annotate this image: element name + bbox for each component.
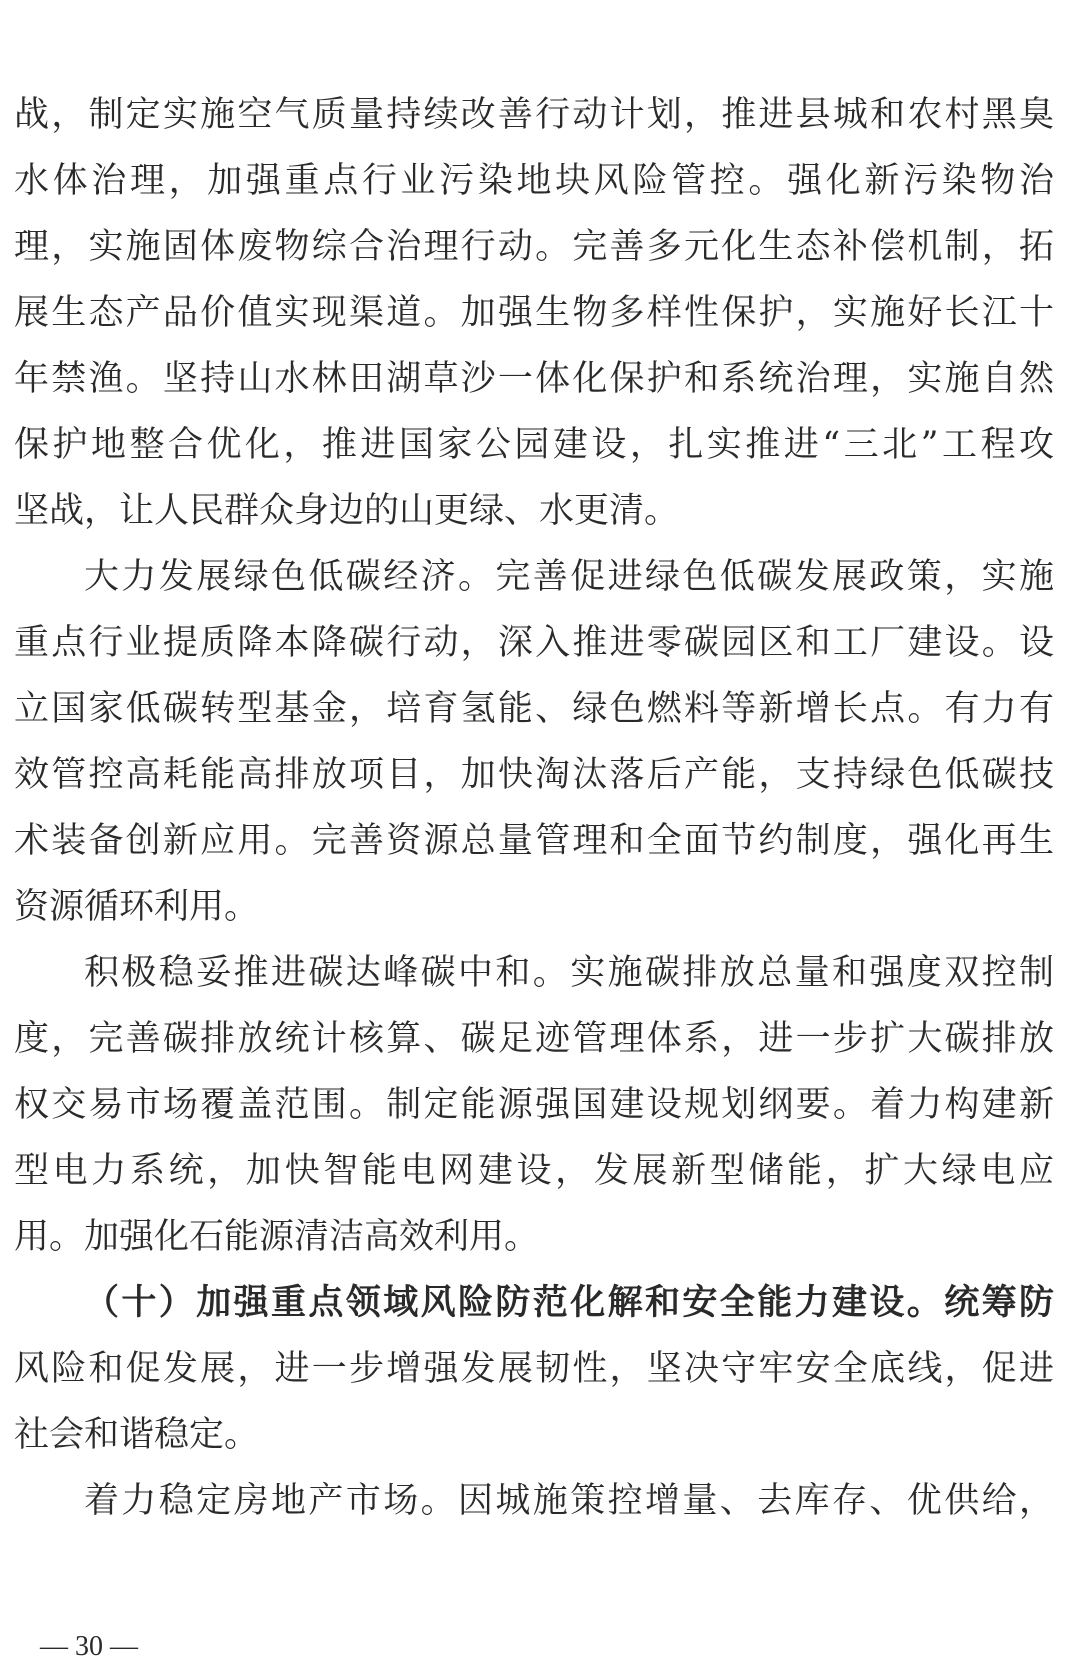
text-line: 年禁渔。坚持山水林田湖草沙一体化保护和系统治理，实施自然 xyxy=(14,359,1054,399)
paragraph-start-line: 积极稳妥推进碳达峰碳中和。实施碳排放总量和强度双控制 xyxy=(84,953,1054,993)
paragraph-start-line: 着力稳定房地产市场。因城施策控增量、去库存、优供给， xyxy=(84,1481,1054,1521)
text-line: 保护地整合优化，推进国家公园建设，扎实推进“三北”工程攻 xyxy=(14,425,1054,465)
text-line: 重点行业提质降本降碳行动，深入推进零碳园区和工厂建设。设 xyxy=(14,623,1054,663)
text-line: 水体治理，加强重点行业污染地块风险管控。强化新污染物治 xyxy=(14,161,1054,201)
text-line: 战，制定实施空气质量持续改善行动计划，推进县城和农村黑臭 xyxy=(14,95,1054,135)
text-line: 权交易市场覆盖范围。制定能源强国建设规划纲要。着力构建新 xyxy=(14,1085,1054,1125)
text-line: 展生态产品价值实现渠道。加强生物多样性保护，实施好长江十 xyxy=(14,293,1054,333)
text-line: 型电力系统，加快智能电网建设，发展新型储能，扩大绿电应 xyxy=(14,1151,1054,1191)
text-line: 社会和谐稳定。 xyxy=(14,1415,260,1455)
body-text xyxy=(14,82,1054,1534)
text-line: 资源循环利用。 xyxy=(14,887,260,927)
paragraph-start-line: 大力发展绿色低碳经济。完善促进绿色低碳发展政策，实施 xyxy=(84,557,1054,597)
text-line: 立国家低碳转型基金，培育氢能、绿色燃料等新增长点。有力有 xyxy=(14,689,1054,729)
text-line: 效管控高耗能高排放项目，加快淘汰落后产能，支持绿色低碳技 xyxy=(14,755,1054,795)
text-line: 度，完善碳排放统计核算、碳足迹管理体系，进一步扩大碳排放 xyxy=(14,1019,1054,1059)
text-line: 用。加强化石能源清洁高效利用。 xyxy=(14,1217,540,1257)
text-line: 术装备创新应用。完善资源总量管理和全面节约制度，强化再生 xyxy=(14,821,1054,861)
text-line: 理，实施固体废物综合治理行动。完善多元化生态补偿机制，拓 xyxy=(14,227,1054,267)
text-line: 坚战，让人民群众身边的山更绿、水更清。 xyxy=(14,491,680,531)
page-number: — 30 — xyxy=(40,1631,138,1662)
section-heading-line: （十）加强重点领域风险防范化解和安全能力建设。统筹防 xyxy=(84,1282,1054,1323)
text-line: 风险和促发展，进一步增强发展韧性，坚决守牢安全底线，促进 xyxy=(14,1349,1054,1389)
